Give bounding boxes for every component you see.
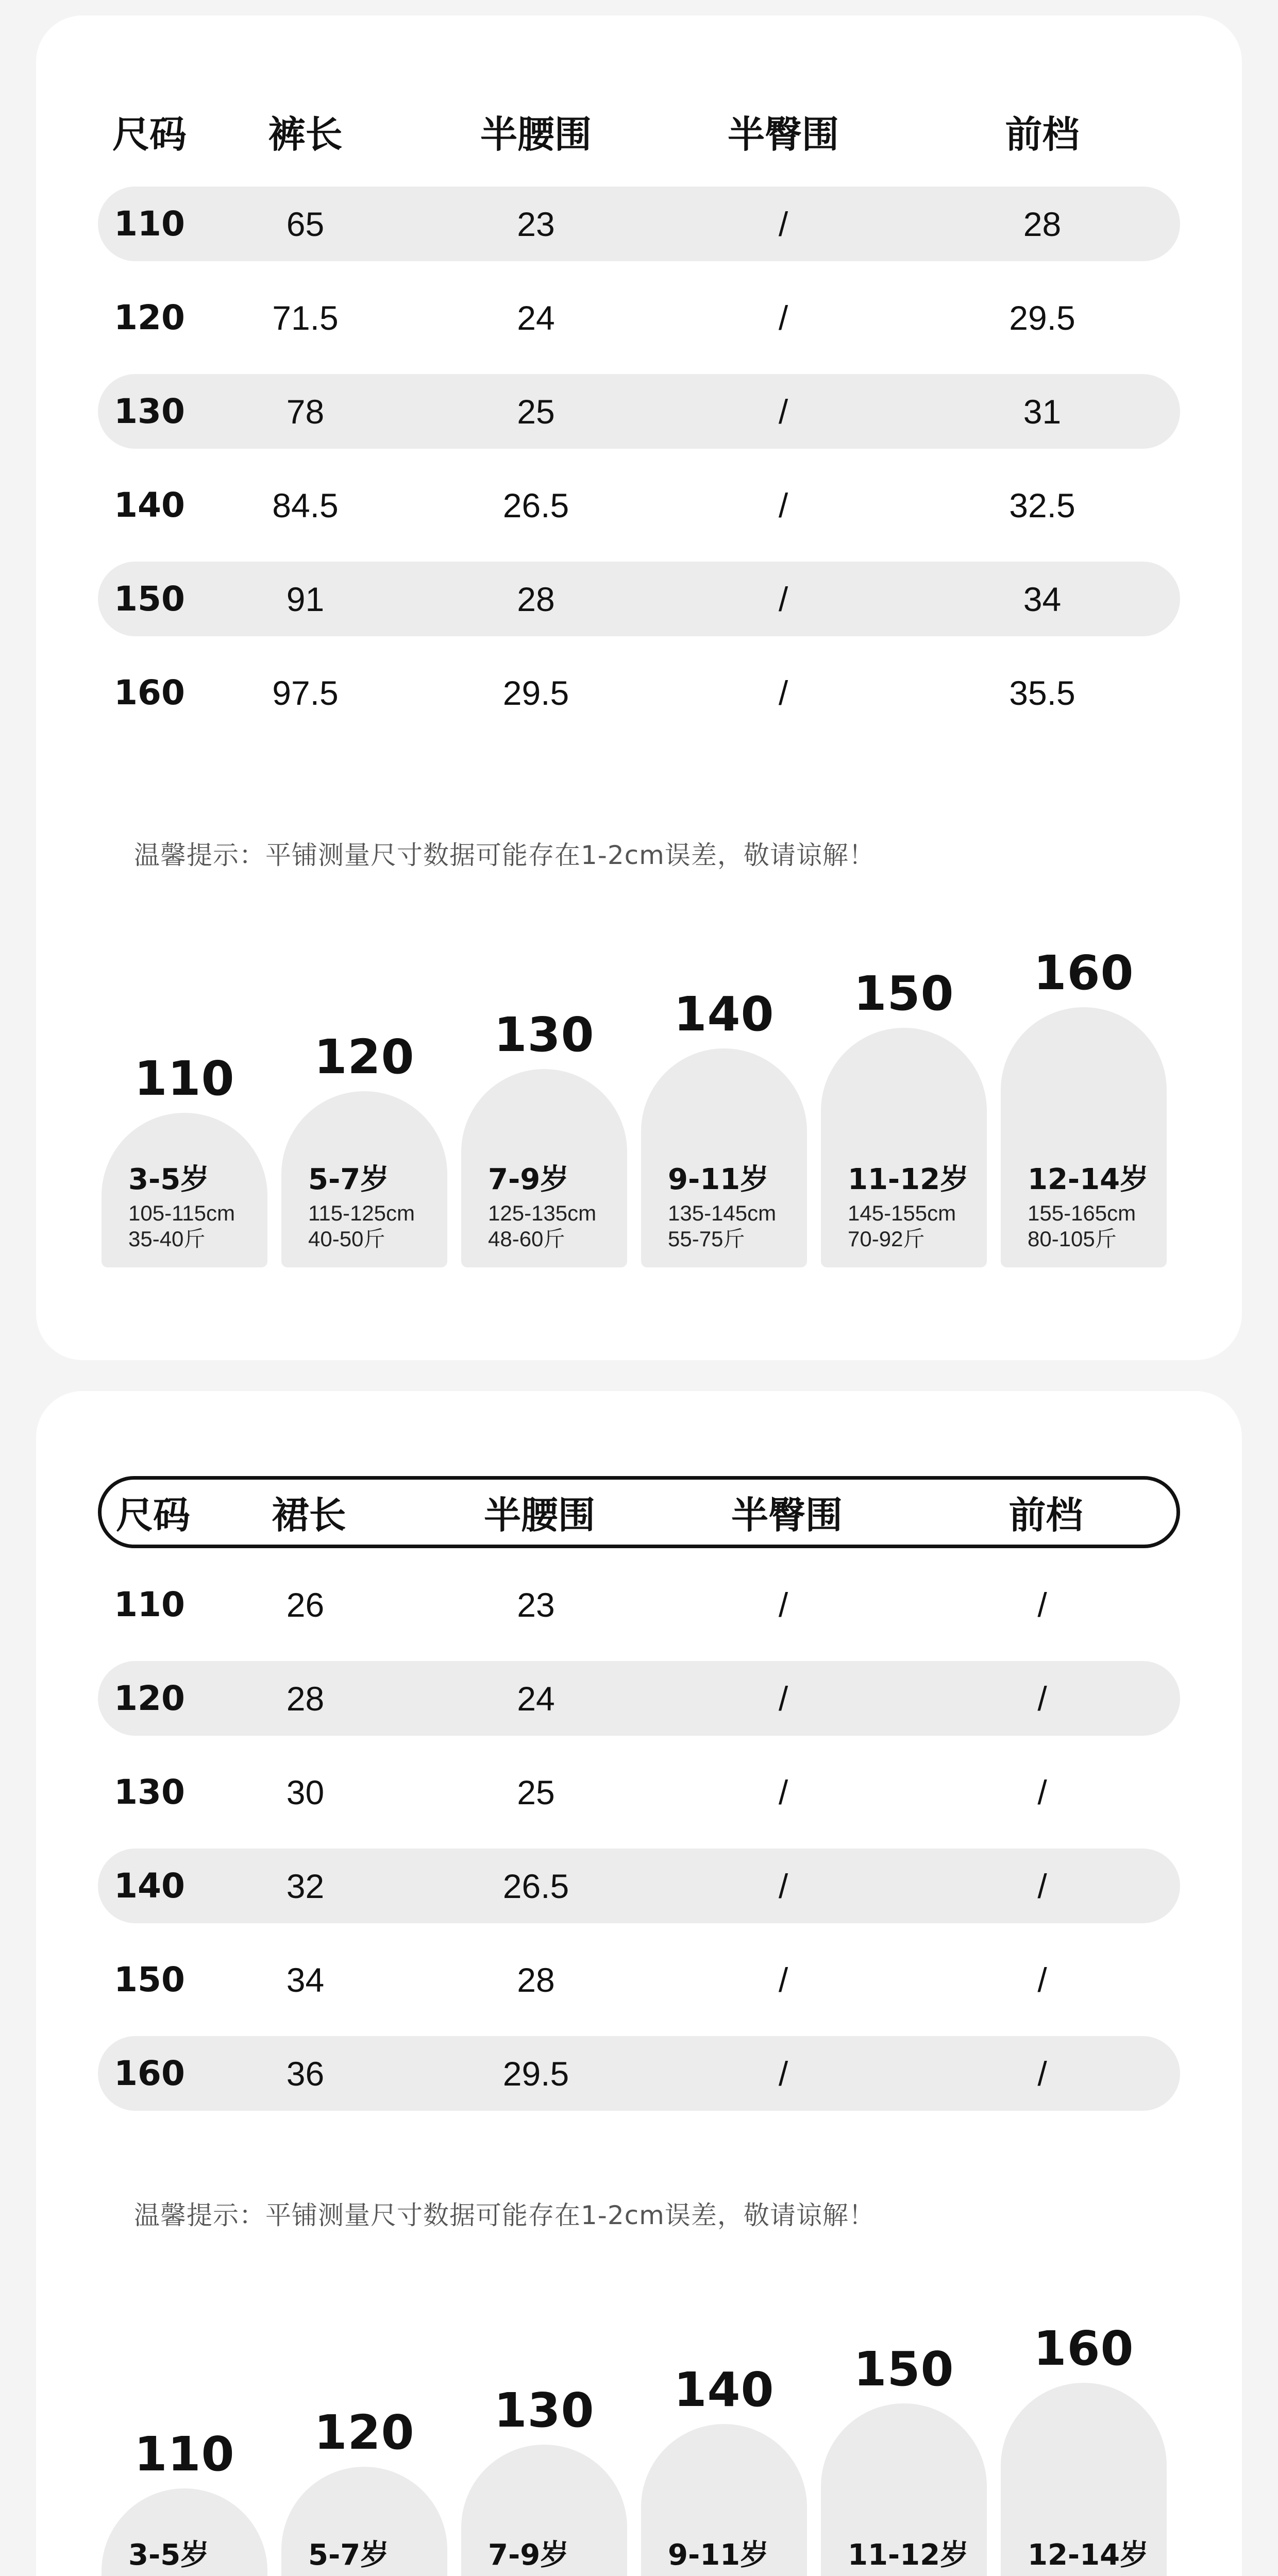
cell-size: 150 [114,1960,185,1999]
cell-half-waist: 26.5 [502,486,569,524]
size-guide-item [461,1007,627,1267]
weight-range: 80-105斤 [1028,1227,1117,1251]
size-guide-item [281,2405,447,2576]
cell-half-waist: 28 [517,1960,555,1999]
age-range: 3-5岁 [128,2538,210,2572]
size-label: 110 [134,1051,235,1106]
cell-half-hip: / [778,1585,788,1624]
cell-front-rise: 29.5 [1009,298,1075,337]
size-guide [102,907,1184,1267]
cell-half-waist: 25 [517,1773,555,1811]
header-front-rise: 前档 [1005,113,1080,156]
size-guide-item [641,2362,807,2576]
cell-length: 28 [286,1679,325,1718]
height-range: 155-165cm [1028,1201,1136,1225]
cell-length: 97.5 [272,673,339,712]
size-guide-item [102,1051,267,1267]
cell-length: 26 [286,1585,325,1624]
cell-length: 32 [286,1867,325,1905]
age-range: 11-12岁 [848,1163,969,1196]
size-label: 120 [314,1029,415,1084]
age-range: 11-12岁 [848,2538,969,2572]
cell-size: 160 [114,2054,185,2093]
table-row [98,562,1180,636]
cell-length: 78 [286,392,325,431]
cell-front-rise: 32.5 [1009,486,1075,524]
height-range: 145-155cm [848,1201,956,1225]
cell-front-rise: 28 [1023,205,1062,243]
size-table [98,1476,1180,2130]
header-half-hip: 半臀围 [727,113,839,156]
size-guide-item [102,2427,267,2576]
age-range: 7-9岁 [488,2538,569,2572]
age-range: 12-14岁 [1028,2538,1149,2572]
size-label: 160 [1033,2321,1134,2376]
height-range: 135-145cm [668,1201,777,1225]
cell-front-rise: / [1037,1679,1047,1718]
table-row [98,374,1180,449]
cell-front-rise: / [1037,1585,1047,1624]
table-row [98,655,1180,730]
cell-half-waist: 28 [517,580,555,618]
size-label: 130 [494,2383,595,2438]
size-guide-item [821,966,987,1267]
age-range: 5-7岁 [308,1163,390,1196]
size-guide-item [1001,945,1167,1267]
header-length: 裙长 [272,1494,346,1537]
cell-length: 65 [286,205,325,243]
cell-half-hip: / [778,1960,788,1999]
size-guide-item [641,987,807,1267]
age-range: 5-7岁 [308,2538,390,2572]
age-range: 3-5岁 [128,1163,210,1196]
measurement-tip: 温馨提示：平铺测量尺寸数据可能存在1-2cm误差，敬请谅解！ [134,2200,875,2230]
cell-size: 110 [114,204,185,244]
cell-half-hip: / [778,2054,788,2093]
height-range: 115-125cm [308,1201,415,1225]
size-guide [102,2282,1184,2576]
cell-size: 140 [114,1866,185,1906]
cell-length: 71.5 [272,298,339,337]
table-row [98,1942,1180,2017]
measurement-tip: 温馨提示：平铺测量尺寸数据可能存在1-2cm误差，敬请谅解！ [134,840,875,870]
cell-length: 36 [286,2054,325,2093]
weight-range: 70-92斤 [848,1227,925,1251]
age-range: 9-11岁 [668,2538,769,2572]
cell-size: 130 [114,1772,185,1812]
cell-size: 150 [114,579,185,619]
size-label: 150 [853,966,954,1021]
weight-range: 35-40斤 [128,1227,206,1251]
age-range: 12-14岁 [1028,1163,1149,1196]
cell-half-waist: 25 [517,392,555,431]
weight-range: 48-60斤 [488,1227,565,1251]
cell-size: 120 [114,298,185,337]
cell-front-rise: 35.5 [1009,673,1075,712]
size-label: 140 [674,2362,775,2417]
size-chart-card-skirt [36,1391,1242,2576]
table-row [98,1567,1180,1642]
cell-size: 130 [114,392,185,431]
cell-half-waist: 29.5 [502,673,569,712]
table-row [98,468,1180,543]
table-row [98,280,1180,355]
cell-half-hip: / [778,205,788,243]
table-row [98,1661,1180,1736]
size-label: 160 [1033,945,1134,1001]
size-guide-item [461,2383,627,2576]
cell-front-rise: / [1037,1867,1047,1905]
weight-range: 40-50斤 [308,1227,385,1251]
cell-half-hip: / [778,392,788,431]
header-half-waist: 半腰围 [483,1494,595,1537]
cell-front-rise: / [1037,2054,1047,2093]
size-guide-item [281,1029,447,1267]
cell-length: 84.5 [272,486,339,524]
height-range: 125-135cm [488,1201,597,1225]
cell-half-hip: / [778,673,788,712]
age-range: 7-9岁 [488,1163,569,1196]
age-range: 9-11岁 [668,1163,769,1196]
size-label: 140 [674,987,775,1042]
cell-half-hip: / [778,580,788,618]
cell-half-hip: / [778,1867,788,1905]
cell-size: 140 [114,485,185,525]
cell-size: 160 [114,673,185,713]
header-front-rise: 前档 [1008,1494,1083,1537]
table-header-row [98,95,1180,167]
cell-half-waist: 29.5 [502,2054,569,2093]
cell-front-rise: 34 [1023,580,1062,618]
cell-front-rise: / [1037,1773,1047,1811]
cell-size: 110 [114,1585,185,1624]
size-table [98,95,1180,749]
cell-half-hip: / [778,1679,788,1718]
size-guide-item [1001,2321,1167,2576]
header-half-waist: 半腰围 [480,113,592,156]
cell-half-waist: 23 [517,1585,555,1624]
weight-range: 55-75斤 [668,1227,745,1251]
cell-length: 30 [286,1773,325,1811]
table-row [98,2036,1180,2111]
size-label: 110 [134,2427,235,2482]
size-chart-card-pants [36,15,1242,1360]
cell-half-hip: / [778,486,788,524]
cell-half-waist: 24 [517,298,555,337]
cell-half-waist: 23 [517,205,555,243]
cell-size: 120 [114,1679,185,1718]
cell-half-hip: / [778,1773,788,1811]
table-row [98,187,1180,261]
cell-front-rise: 31 [1023,392,1062,431]
table-header-row [98,1476,1180,1548]
size-label: 150 [853,2342,954,2397]
cell-length: 91 [286,580,325,618]
size-label: 120 [314,2405,415,2460]
table-row [98,1849,1180,1923]
cell-half-hip: / [778,298,788,337]
cell-half-waist: 26.5 [502,1867,569,1905]
size-label: 130 [494,1007,595,1062]
header-size: 尺码 [115,1494,190,1537]
cell-length: 34 [286,1960,325,1999]
cell-half-waist: 24 [517,1679,555,1718]
header-half-hip: 半臀围 [731,1494,843,1537]
height-range: 105-115cm [128,1201,236,1225]
header-size: 尺码 [112,113,187,156]
cell-front-rise: / [1037,1960,1047,1999]
header-length: 裤长 [268,113,343,156]
size-guide-item [821,2342,987,2576]
table-row [98,1755,1180,1829]
